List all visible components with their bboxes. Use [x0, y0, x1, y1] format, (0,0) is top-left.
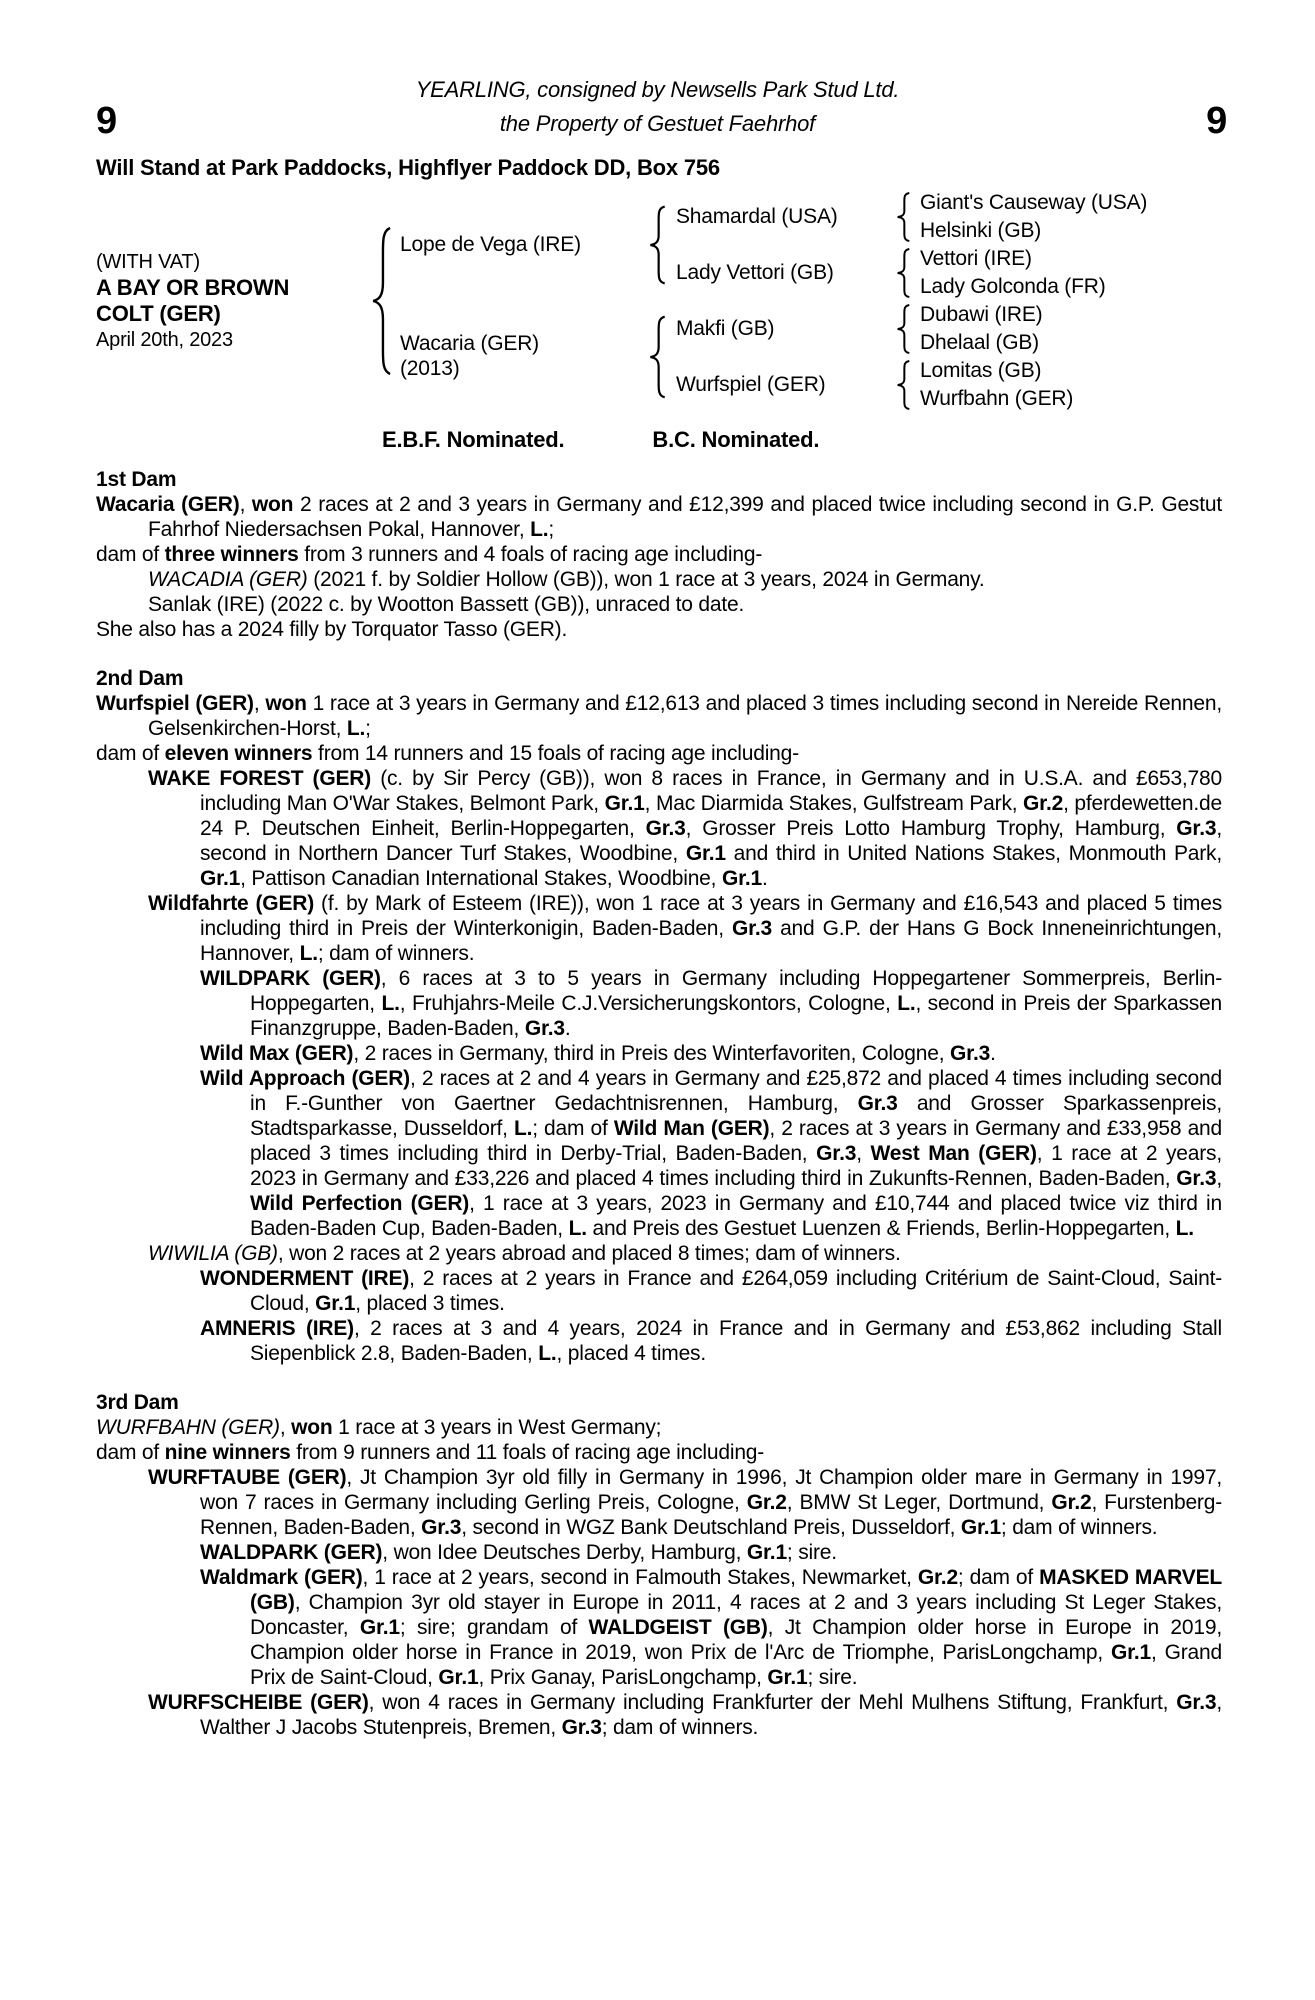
text-run: , Grand Prix de Saint-Cloud, [250, 1641, 1222, 1689]
lot-number-right: 9 [1206, 100, 1227, 142]
text-run: , Mac Diarmida Stakes, Gulfstream Park, [644, 792, 1024, 815]
text-run: , 6 races at 3 to 5 years in Germany including Hoppegartener Sommerpreis, Berlin-Hoppegarten, [250, 967, 1222, 1015]
text-run: WURFSCHEIBE (GER) [148, 1691, 369, 1714]
text-run: , Grosser Preis Lotto Hamburg Trophy, Hamburg, [685, 817, 1177, 840]
text-run: Wild Max (GER) [200, 1042, 354, 1065]
text-run: WALDPARK (GER) [200, 1541, 383, 1564]
text-run: Gr.3 [524, 1017, 565, 1040]
text-run: , 2 races at 2 years in France and £264,059 including Critérium de Saint-Cloud, Saint-Cloud, [250, 1267, 1222, 1315]
pedigree-paragraph [96, 766, 1222, 891]
pedigree-paragraph [96, 1266, 1222, 1316]
text-run: , 1 race at 2 years, 2023 in Germany and £33,226 and placed 4 times including third in Zukunfts-Rennen, Baden-Baden, [250, 1142, 1222, 1190]
pedigree-paragraph [96, 492, 1222, 542]
grandparent-brace [894, 189, 920, 245]
text-run: , 2 races at 3 and 4 years, 2024 in France and in Germany and £53,862 including Stall Siepenblick 2.8, Baden-Baden, [250, 1317, 1222, 1365]
text-run: (2021 f. by Soldier Hollow (GB)), won 1 race at 3 years, 2024 in Germany. [307, 568, 985, 591]
pedigree-paragraph [96, 1440, 1222, 1465]
text-run: , Walther J Jacobs Stutenpreis, Bremen, [200, 1691, 1222, 1739]
text-run: and third in United Nations Stakes, Monmouth Park, [725, 842, 1222, 865]
text-run: ; dam of winners. [317, 942, 475, 965]
grandparent-brace [894, 301, 920, 357]
pedigree-paragraph [96, 542, 1222, 567]
text-run: Gr.1 [721, 867, 762, 890]
text-run: Gr.3 [1176, 1167, 1217, 1190]
great-grandparent-name: Vettori (IRE) [920, 247, 1032, 270]
text-run: from 3 runners and 4 foals of racing age including- [298, 543, 763, 566]
pedigree-paragraph [96, 1316, 1222, 1366]
text-run: Sanlak (IRE) (2022 c. by Wootton Bassett (GB)), unraced to date. [148, 593, 745, 616]
property-line: the Property of Gestuet Faehrhof [499, 111, 816, 136]
pedigree-paragraph [96, 1241, 1222, 1266]
text-run: ; [548, 518, 554, 541]
text-run: Gr.2 [1023, 792, 1064, 815]
text-run: Gr.3 [561, 1716, 602, 1739]
text-run: Waldmark (GER) [200, 1566, 363, 1589]
text-run: , second in WGZ Bank Deutschland Preis, Dusseldorf, [461, 1516, 961, 1539]
text-run: dam of [96, 1441, 165, 1464]
stand-location-line: Will Stand at Park Paddocks, Highflyer Paddock DD, Box 756 [96, 155, 720, 180]
text-run: , Jt Champion older horse in Europe in 2019, Champion older horse in France in 2019, won Prix de l'Arc de Triomphe, ParisLongchamp, [250, 1616, 1222, 1664]
text-run: and Grosser Sparkassenpreis, Stadtsparkasse, Dusseldorf, [250, 1092, 1222, 1140]
text-run: , pferdewetten.de 24 P. Deutschen Einheit, Berlin-Hoppegarten, [200, 792, 1222, 840]
text-run: , Champion 3yr old stayer in Europe in 2011, 4 races at 2 and 3 years including St Leger Stakes, Doncaster, [250, 1591, 1222, 1639]
pedigree-paragraph [96, 691, 1222, 741]
pedigree-paragraph [96, 1540, 1222, 1565]
great-grandparent-name: Lomitas (GB) [920, 359, 1042, 382]
pedigree-paragraph [96, 1415, 1222, 1440]
text-run: Gr.1 [438, 1666, 479, 1689]
text-run: (f. by Mark of Esteem (IRE)), won 1 race at 3 years in Germany and £16,543 and placed 5 times including third in Preis der Winterkonigin, Baden-Baden, [200, 892, 1222, 940]
text-run: and Preis des Gestuet Luenzen & Friends, Berlin-Hoppegarten, [586, 1217, 1176, 1240]
pedigree-paragraph [96, 592, 1222, 617]
text-run: , 2 races at 3 years in Germany and £33,958 and placed 3 times including third in Derby-Trial, Baden-Baden, [250, 1117, 1223, 1165]
text-run: ; [365, 717, 371, 740]
text-run: L. [530, 518, 549, 541]
dam-sections [96, 467, 1222, 1740]
text-run: ; sire. [786, 1541, 837, 1564]
text-run: Gr.1 [746, 1541, 787, 1564]
text-run: Gr.3 [950, 1042, 991, 1065]
grandsire-name: Shamardal (USA) [676, 205, 838, 228]
text-run: , Furstenberg-Rennen, Baden-Baden, [200, 1491, 1222, 1539]
foaling-date: April 20th, 2023 [96, 329, 233, 351]
text-run: , [253, 692, 266, 715]
text-run: from 14 runners and 15 foals of racing age including- [312, 742, 799, 765]
text-run: , Prix Ganay, ParisLongchamp, [478, 1666, 768, 1689]
text-run: WILDPARK (GER) [200, 967, 381, 990]
text-run: dam of [96, 543, 165, 566]
text-run: dam of [96, 742, 165, 765]
text-run: WAKE FOREST (GER) [148, 767, 372, 790]
text-run: She also has a 2024 filly by Torquator Tasso (GER). [96, 618, 568, 641]
text-run: Gr.1 [767, 1666, 808, 1689]
text-run: , Pattison Canadian International Stakes, Woodbine, [240, 867, 722, 890]
pedigree-paragraph [96, 1565, 1222, 1690]
page-header [0, 0, 1315, 181]
text-run: Wild Perfection (GER) [250, 1192, 470, 1215]
text-run: WONDERMENT (IRE) [200, 1267, 410, 1290]
text-run: Gr.2 [1051, 1491, 1092, 1514]
main-brace [368, 189, 400, 413]
text-run: , placed 4 times. [556, 1342, 706, 1365]
text-run: Gr.1 [960, 1516, 1001, 1539]
subject-description-line2: COLT (GER) [96, 301, 221, 326]
text-run: , 1 race at 3 years, 2023 in Germany and £10,744 and placed twice viz third in Baden-Baden Cup, Baden-Baden, [250, 1192, 1222, 1240]
section-heading: 3rd Dam [96, 1391, 179, 1414]
text-run: (c. by Sir Percy (GB)), won 8 races in France, in Germany and in U.S.A. and £653,780 including Man O'War Stakes, Belmont Park, [200, 767, 1222, 815]
text-run: WACADIA (GER) [148, 568, 308, 591]
text-run: , BMW St Leger, Dortmund, [786, 1491, 1052, 1514]
text-run: L. [513, 1117, 533, 1140]
sire-brace [646, 189, 676, 301]
text-run: WURFTAUBE (GER) [148, 1466, 347, 1489]
text-run: , 2 races in Germany, third in Preis des Winterfavoriten, Cologne, [353, 1042, 950, 1065]
great-grandparent-name: Lady Golconda (FR) [920, 275, 1106, 298]
grandsire-name: Makfi (GB) [676, 317, 775, 340]
text-run: WIWILIA (GB) [148, 1242, 278, 1265]
text-run: ; sire. [807, 1666, 858, 1689]
pedigree-paragraph [96, 1690, 1222, 1740]
text-run: Gr.3 [645, 817, 686, 840]
text-run: Wurfspiel (GER) [96, 692, 254, 715]
great-grandparent-name: Helsinki (GB) [920, 219, 1042, 242]
granddam-name: Lady Vettori (GB) [676, 261, 834, 284]
text-run: Wacaria (GER) [96, 493, 240, 516]
great-grandparent-name: Dhelaal (GB) [920, 331, 1039, 354]
text-run: , second in Northern Dancer Turf Stakes, Woodbine, [200, 817, 1222, 865]
text-run: Gr.3 [857, 1092, 898, 1115]
pedigree-paragraph [96, 567, 1222, 592]
text-run: WALDGEIST (GB) [588, 1616, 768, 1639]
text-run: and G.P. der Hans G Bock Inneneinrichtungen, Hannover, [200, 917, 1222, 965]
text-run: ; dam of winners. [1000, 1516, 1158, 1539]
bc-nomination: B.C. Nominated. [652, 427, 820, 452]
text-run: . [564, 1017, 571, 1040]
text-run: Gr.1 [1110, 1641, 1152, 1664]
pedigree-paragraph [96, 1041, 1222, 1066]
consignor-line: YEARLING, consigned by Newsells Park Stud Ltd. [415, 77, 900, 102]
text-run: Gr.1 [315, 1292, 356, 1315]
granddam-name: Wurfspiel (GER) [676, 373, 826, 396]
pedigree-tree [96, 189, 1230, 413]
subject-description-line1: A BAY OR BROWN [96, 275, 290, 300]
text-run: ; dam of [957, 1566, 1040, 1589]
ebf-nomination: E.B.F. Nominated. [382, 427, 565, 452]
text-run: , Fruhjahrs-Meile C.J.Versicherungskontors, Cologne, [399, 992, 898, 1015]
text-run: Gr.3 [731, 917, 773, 940]
great-grandparent-name: Wurfbahn (GER) [920, 387, 1074, 410]
text-run: Gr.3 [1176, 817, 1217, 840]
pedigree-paragraph [96, 891, 1222, 966]
text-run: Wild Man (GER) [613, 1117, 770, 1140]
text-run: L. [346, 717, 366, 740]
text-run: from 9 runners and 11 foals of racing age including- [290, 1441, 765, 1464]
dam-year: (2013) [400, 357, 460, 380]
lot-number-left: 9 [96, 100, 117, 142]
dam-name: Wacaria (GER) (2013) [400, 301, 646, 413]
text-run: Gr.1 [359, 1616, 400, 1639]
text-run: L. [568, 1217, 587, 1240]
text-run: , [239, 493, 252, 516]
text-run: WURFBAHN (GER) [96, 1416, 280, 1439]
text-run: L. [1175, 1217, 1194, 1240]
text-run: won [291, 1416, 333, 1439]
text-run: , placed 3 times. [355, 1292, 505, 1315]
text-run: nine winners [164, 1441, 291, 1464]
section-heading: 2nd Dam [96, 667, 184, 690]
nominations-row [382, 427, 1315, 453]
text-run: Gr.2 [746, 1491, 787, 1514]
property-row [0, 100, 1315, 149]
text-run: Gr.1 [685, 842, 726, 865]
dam-brace [646, 301, 676, 413]
text-run: , [856, 1142, 871, 1165]
text-run: won [265, 692, 307, 715]
text-run: eleven winners [164, 742, 313, 765]
pedigree-paragraph [96, 741, 1222, 766]
great-grandparent-name: Dubawi (IRE) [920, 303, 1043, 326]
pedigree-paragraph [96, 617, 1222, 642]
text-run: Gr.3 [816, 1142, 857, 1165]
text-run: L. [381, 992, 400, 1015]
text-run: , won 2 races at 2 years abroad and placed 8 times; dam of winners. [277, 1242, 901, 1265]
text-run: , [1216, 1167, 1222, 1190]
pedigree-paragraph [96, 1465, 1222, 1540]
text-run: Wild Approach (GER) [200, 1067, 410, 1090]
text-run: AMNERIS (IRE) [200, 1317, 354, 1340]
text-run: , 2 races at 2 and 4 years in Germany and £25,872 and placed 4 times including second in F.-Gunther von Gaertner Gedachtnisrennen, Hamburg, [250, 1067, 1222, 1115]
text-run: . [762, 867, 768, 890]
grandparent-brace [894, 245, 920, 301]
sire-name: Lope de Vega (IRE) [400, 233, 581, 256]
text-run: , [279, 1416, 292, 1439]
text-run: Gr.1 [200, 867, 241, 890]
vat-note: (WITH VAT) [96, 251, 200, 273]
text-run: 1 race at 3 years in Germany and £12,613 and placed 3 times including second in Nereide Rennen, Gelsenkirchen-Horst, [148, 692, 1222, 740]
grandparent-brace [894, 357, 920, 413]
text-run: ; dam of winners. [601, 1716, 759, 1739]
subject-block [96, 189, 368, 413]
text-run: L. [897, 992, 916, 1015]
text-run: MASKED MARVEL (GB) [250, 1566, 1222, 1614]
text-run: Gr.1 [604, 792, 645, 815]
text-run: three winners [164, 543, 299, 566]
great-grandparent-name: Giant's Causeway (USA) [920, 191, 1148, 214]
text-run: , 1 race at 2 years, second in Falmouth Stakes, Newmarket, [362, 1566, 918, 1589]
text-run: won [251, 493, 294, 516]
pedigree-paragraph [96, 966, 1222, 1041]
text-run: 1 race at 3 years in West Germany; [332, 1416, 662, 1439]
text-run: , won 4 races in Germany including Frankfurter der Mehl Mulhens Stiftung, Frankfurt, [368, 1691, 1177, 1714]
text-run: , won Idee Deutsches Derby, Hamburg, [382, 1541, 747, 1564]
pedigree-paragraph [96, 1066, 1222, 1241]
text-run: 2 races at 2 and 3 years in Germany and £12,399 and placed twice including second in G.P. Gestut Fahrhof Niedersachsen Pokal, Hannover, [148, 493, 1222, 541]
text-run: L. [538, 1342, 557, 1365]
text-run: ; sire; grandam of [399, 1616, 589, 1639]
text-run: Wildfahrte (GER) [148, 892, 315, 915]
text-run: , Jt Champion 3yr old filly in Germany in 1996, Jt Champion older mare in Germany in 1997, won 7 races in Germany including Gerling Preis, Cologne, [200, 1466, 1222, 1514]
text-run: L. [299, 942, 318, 965]
text-run: Gr.3 [421, 1516, 462, 1539]
section-heading: 1st Dam [96, 468, 177, 491]
text-run: Gr.2 [917, 1566, 958, 1589]
text-run: . [990, 1042, 996, 1065]
text-run: ; dam of [532, 1117, 614, 1140]
text-run: Gr.3 [1176, 1691, 1217, 1714]
text-run: , second in Preis der Sparkassen Finanzgruppe, Baden-Baden, [250, 992, 1223, 1040]
text-run: West Man (GER) [870, 1142, 1037, 1165]
